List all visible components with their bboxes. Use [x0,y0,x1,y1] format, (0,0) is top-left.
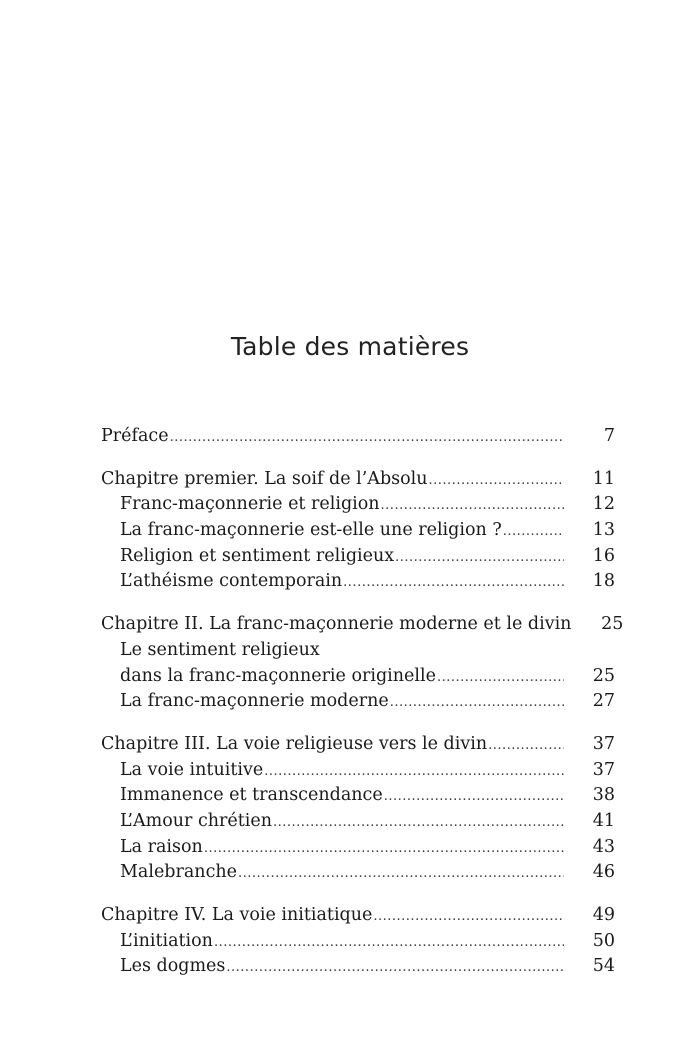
toc-section-entry[interactable] [101,664,615,690]
toc-section-entry[interactable] [101,518,615,544]
toc-entry-label: Chapitre II. La franc-maçonnerie moderne et le divin [101,614,572,635]
toc-entry-label: Préface [101,426,169,446]
toc-page-number: 43 [592,836,615,857]
toc-page-number: 54 [592,956,615,977]
toc-entry-label: Immanence et transcendance [120,785,383,806]
toc-dot-leader [214,930,564,956]
toc-dot-leader [343,570,564,596]
toc-page-number: 18 [592,571,615,592]
toc-page-number: 37 [592,733,615,754]
toc-page-number: 41 [592,810,615,831]
toc-section-entry[interactable] [101,492,615,518]
toc-dot-leader [488,733,564,759]
toc-entry-label: Les dogmes [120,956,226,977]
toc-entry-label: Chapitre III. La voie religieuse vers le divin [101,733,488,754]
toc-dot-leader [273,810,564,836]
toc-entry-label: La voie intuitive [120,759,264,780]
toc-group [101,424,615,450]
toc-dot-leader [170,425,564,451]
toc-dot-leader [226,955,564,981]
toc-entry-label: La franc-maçonnerie est-elle une religion ? [120,520,502,541]
toc-section-entry[interactable] [101,835,615,861]
toc-page-number: 25 [601,614,624,635]
page-title: Table des matières [230,331,470,361]
toc-dot-leader [238,861,564,887]
toc-chapter-entry[interactable] [101,903,615,929]
toc-section-entry[interactable] [101,689,615,715]
toc-entry-label: Chapitre premier. La soif de l’Absolu [101,468,428,489]
toc-entry-label: La franc-maçonnerie moderne [120,691,389,712]
toc-dot-leader [390,690,564,716]
toc-dot-leader [395,545,564,571]
toc-section-entry[interactable] [101,860,615,886]
toc-page-number: 13 [592,520,615,541]
toc-page-number: 12 [592,494,615,515]
toc-group [101,732,615,886]
toc-dot-leader [503,519,564,545]
toc-section-entry[interactable] [101,544,615,570]
toc-dot-leader [437,665,564,691]
toc-section-entry[interactable] [101,569,615,595]
toc-section-entry[interactable] [101,929,615,955]
toc-page-number: 38 [592,785,615,806]
toc-entry-label: L’athéisme contemporain [120,571,343,592]
toc-page-number: 7 [603,426,615,446]
toc-chapter-entry[interactable] [101,612,624,638]
toc-entry-label: Chapitre IV. La voie initiatique [101,905,373,925]
toc-page-number: 16 [592,545,615,566]
toc-page-number: 27 [592,691,615,712]
toc-chapter-entry[interactable] [101,424,615,450]
toc-entry-label: Malebranche [120,862,238,883]
toc-section-entry[interactable] [101,954,615,980]
toc-page-number: 25 [592,665,615,686]
toc-entry-label: L’Amour chrétien [120,810,273,831]
toc-entry-label: Religion et sentiment religieux [120,545,395,566]
toc-entry-label: L’initiation [120,930,213,951]
toc-dot-leader [264,759,564,785]
toc-section-entry[interactable] [101,758,615,784]
table-of-contents [101,424,624,997]
toc-group [101,612,624,715]
toc-chapter-entry[interactable] [101,732,615,758]
toc-entry-label: dans la franc-maçonnerie originelle [120,665,436,686]
toc-group [101,903,615,980]
toc-page-number: 11 [592,468,615,489]
toc-dot-leader [381,493,564,519]
toc-page-number: 46 [592,862,615,883]
toc-section-entry[interactable] [101,638,615,664]
toc-group [101,467,615,595]
toc-entry-label: La raison [120,836,203,857]
toc-page-number: 49 [592,905,615,925]
toc-section-entry[interactable] [101,809,615,835]
toc-entry-label: Franc-maçonnerie et religion [120,494,380,515]
toc-chapter-entry[interactable] [101,467,615,493]
toc-section-entry[interactable] [101,783,615,809]
toc-dot-leader [384,784,564,810]
toc-dot-leader [429,468,564,494]
toc-page-number: 50 [592,930,615,951]
toc-dot-leader [204,836,564,862]
toc-entry-label: Le sentiment religieux [120,639,320,660]
toc-page-number: 37 [592,759,615,780]
toc-dot-leader [373,904,564,930]
